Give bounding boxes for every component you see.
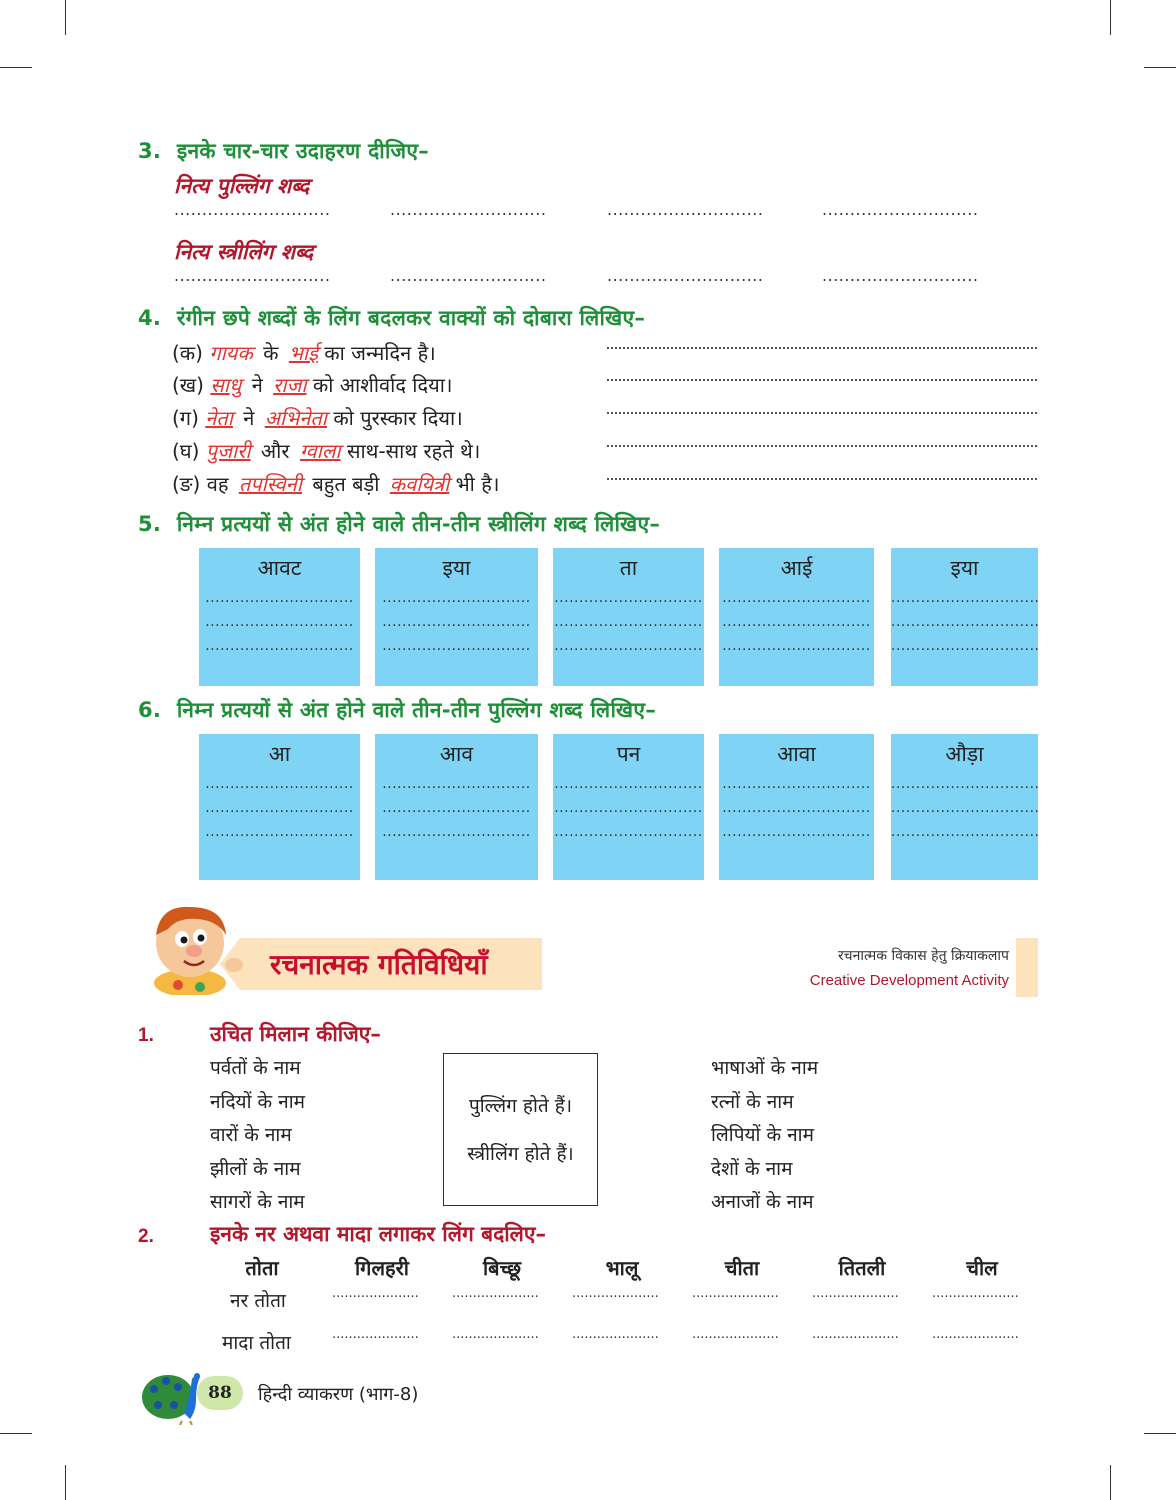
answer-blank[interactable]: ..................... xyxy=(572,1286,659,1301)
colored-word: नेता xyxy=(205,406,233,430)
q4-answer-line-4[interactable] xyxy=(607,445,1037,447)
colored-word: गायक xyxy=(209,341,253,365)
box-blank[interactable]: .............................. xyxy=(382,776,531,792)
box-blank[interactable]: .............................. xyxy=(382,638,531,654)
box-blank[interactable]: .............................. xyxy=(722,824,871,840)
box-blank[interactable]: .............................. xyxy=(554,800,703,816)
box-blank[interactable]: .............................. xyxy=(382,824,531,840)
side-label-english: Creative Development Activity xyxy=(809,972,1009,989)
answer-blank[interactable]: ..................... xyxy=(332,1286,419,1301)
a2-number: 2. xyxy=(138,1226,154,1247)
match-item[interactable]: नदियों के नाम xyxy=(210,1090,305,1113)
q6-box-1 xyxy=(199,734,360,880)
answer-blank[interactable]: ..................... xyxy=(692,1286,779,1301)
item-label: (ङ) xyxy=(172,472,201,496)
boy-nose xyxy=(186,945,202,957)
q6-box-5 xyxy=(891,734,1038,880)
q6-heading xyxy=(138,696,656,724)
box-blank[interactable]: .............................. xyxy=(382,800,531,816)
box-suffix: आवा xyxy=(777,742,816,766)
crop-mark xyxy=(1110,0,1111,35)
q5-box-4 xyxy=(719,548,874,686)
box-suffix: पन xyxy=(616,742,641,766)
crop-mark xyxy=(65,1465,66,1500)
box-blank[interactable]: .............................. xyxy=(722,800,871,816)
answer-blank[interactable]: ..................... xyxy=(812,1286,899,1301)
match-target[interactable]: स्त्रीलिंग होते हैं। xyxy=(467,1143,574,1165)
box-suffix: इया xyxy=(442,556,471,580)
q3-blank-1[interactable]: ............................ xyxy=(174,200,331,219)
q4-item-3 xyxy=(172,404,463,431)
animal-header: तितली xyxy=(838,1256,886,1280)
activity-banner-title: रचनात्मक गतिविधियाँ xyxy=(270,948,488,981)
q5-box-2 xyxy=(375,548,538,686)
q4-title: रंगीन छपे शब्दों के लिंग बदलकर वाक्यों को दोबारा लिखिए– xyxy=(176,306,646,330)
colored-word: तपस्विनी xyxy=(238,472,302,496)
q4-answer-line-1[interactable] xyxy=(607,347,1037,349)
q4-item-2 xyxy=(172,371,452,398)
q3-sub1: नित्य पुल्लिंग शब्द xyxy=(174,174,310,198)
q3-sub2: नित्य स्त्रीलिंग शब्द xyxy=(174,240,314,264)
side-label-tab xyxy=(1016,938,1038,997)
box-blank[interactable]: .............................. xyxy=(205,776,354,792)
a2-row2-blanks xyxy=(212,1327,1042,1347)
q5-box-5 xyxy=(891,548,1038,686)
box-suffix: आई xyxy=(780,556,813,580)
q4-heading xyxy=(138,304,645,332)
box-blank[interactable]: .............................. xyxy=(382,614,531,630)
q5-heading xyxy=(138,510,660,538)
q4-answer-line-2[interactable] xyxy=(607,379,1037,381)
q3-blank-7[interactable]: ............................ xyxy=(607,266,764,285)
box-blank[interactable]: .............................. xyxy=(554,614,703,630)
answer-blank[interactable]: ..................... xyxy=(452,1327,539,1342)
q3-title: इनके चार-चार उदाहरण दीजिए– xyxy=(176,139,430,163)
a1-title: उचित मिलान कीजिए– xyxy=(210,1022,381,1046)
a1-right-column xyxy=(711,1052,818,1220)
item-text: भी है। xyxy=(455,472,500,496)
colored-word: साधु xyxy=(210,373,242,397)
box-blank[interactable]: .............................. xyxy=(554,590,703,606)
item-text: के xyxy=(263,341,279,365)
page-number: 88 xyxy=(208,1383,232,1403)
item-text: ने xyxy=(243,406,255,430)
item-label: (घ) xyxy=(172,439,200,463)
q6-box-4 xyxy=(719,734,874,880)
q4-item-4 xyxy=(172,437,480,464)
box-suffix: आव xyxy=(439,742,474,766)
crop-mark xyxy=(1144,67,1176,68)
q4-item-1 xyxy=(172,339,436,366)
page-number-badge xyxy=(197,1376,243,1410)
box-suffix: आ xyxy=(268,742,291,766)
box-blank[interactable]: .............................. xyxy=(554,638,703,654)
q3-blank-2[interactable]: ............................ xyxy=(390,200,547,219)
a2-title: इनके नर अथवा मादा लगाकर लिंग बदलिए– xyxy=(210,1222,547,1246)
item-text: बहुत बड़ी xyxy=(312,472,380,496)
q5-box-3 xyxy=(553,548,704,686)
match-item[interactable]: रत्नों के नाम xyxy=(711,1090,794,1113)
book-title: हिन्दी व्याकरण (भाग-8) xyxy=(258,1384,419,1405)
box-suffix: ता xyxy=(619,556,638,580)
crop-mark xyxy=(65,0,66,35)
q3-number: 3. xyxy=(138,139,162,163)
crop-mark xyxy=(1110,1465,1111,1500)
cartoon-boy-illustration xyxy=(138,895,248,995)
animal-header: चीता xyxy=(724,1256,760,1280)
item-label: (ख) xyxy=(172,373,204,397)
crop-mark xyxy=(0,1433,32,1434)
item-text: को आशीर्वाद दिया। xyxy=(312,373,453,397)
a2-row1-label: नर तोता xyxy=(230,1290,286,1312)
q3-heading xyxy=(138,137,429,165)
match-item[interactable]: पर्वतों के नाम xyxy=(210,1057,301,1079)
q5-title: निम्न प्रत्ययों से अंत होने वाले तीन-तीन स्त्रीलिंग शब्द लिखिए– xyxy=(176,512,661,536)
item-text: को पुरस्कार दिया। xyxy=(333,406,463,430)
answer-blank[interactable]: ..................... xyxy=(812,1327,899,1342)
q4-answer-line-3[interactable] xyxy=(607,412,1037,414)
a2-row2-label: मादा तोता xyxy=(222,1332,291,1354)
match-item[interactable]: लिपियों के नाम xyxy=(711,1124,814,1146)
box-blank[interactable]: .............................. xyxy=(382,590,531,606)
item-text: ने xyxy=(251,373,263,397)
activity-banner xyxy=(240,938,542,990)
box-blank[interactable]: .............................. xyxy=(891,824,1040,840)
q5-box-1 xyxy=(199,548,360,686)
colored-word: कवयित्री xyxy=(389,472,450,496)
a1-number: 1. xyxy=(138,1025,154,1046)
box-blank[interactable]: .............................. xyxy=(554,824,703,840)
q5-number: 5. xyxy=(138,512,162,536)
match-item[interactable]: अनाजों के नाम xyxy=(711,1191,814,1213)
box-blank[interactable]: .............................. xyxy=(891,638,1040,654)
box-suffix: आवट xyxy=(257,556,302,580)
a2-row1-blanks xyxy=(212,1286,1042,1306)
answer-blank[interactable]: ..................... xyxy=(692,1327,779,1342)
answer-blank[interactable]: ..................... xyxy=(452,1286,539,1301)
box-blank[interactable]: .............................. xyxy=(891,776,1040,792)
box-blank[interactable]: .............................. xyxy=(205,590,354,606)
box-blank[interactable]: .............................. xyxy=(554,776,703,792)
q3-blank-5[interactable]: ............................ xyxy=(174,266,331,285)
box-suffix: औड़ा xyxy=(945,742,984,766)
box-blank[interactable]: .............................. xyxy=(891,614,1040,630)
match-item[interactable]: सागरों के नाम xyxy=(210,1191,305,1213)
q3-blank-3[interactable]: ............................ xyxy=(607,200,764,219)
colored-word: भाई xyxy=(288,341,318,365)
colored-word: अभिनेता xyxy=(264,406,327,430)
box-suffix: इया xyxy=(950,556,979,580)
q3-blank-6[interactable]: ............................ xyxy=(390,266,547,285)
animal-header: भालू xyxy=(605,1256,639,1280)
answer-blank[interactable]: ..................... xyxy=(932,1286,1019,1301)
box-blank[interactable]: .............................. xyxy=(722,776,871,792)
q3-blank-4[interactable]: ............................ xyxy=(822,200,979,219)
q3-blank-8[interactable]: ............................ xyxy=(822,266,979,285)
q6-number: 6. xyxy=(138,698,162,722)
answer-blank[interactable]: ..................... xyxy=(572,1327,659,1342)
item-text: साथ-साथ रहते थे। xyxy=(346,439,481,463)
a1-middle-box xyxy=(443,1053,598,1206)
box-blank[interactable]: .............................. xyxy=(722,614,871,630)
match-item[interactable]: झीलों के नाम xyxy=(210,1157,301,1180)
animal-header: तोता xyxy=(245,1256,279,1280)
item-text: का जन्मदिन है। xyxy=(324,341,436,365)
box-blank[interactable]: .............................. xyxy=(205,800,354,816)
q6-title: निम्न प्रत्ययों से अंत होने वाले तीन-तीन पुल्लिंग शब्द लिखिए– xyxy=(176,698,657,722)
q4-number: 4. xyxy=(138,306,162,330)
box-blank[interactable]: .............................. xyxy=(722,638,871,654)
colored-word: पुजारी xyxy=(205,439,251,463)
crop-mark xyxy=(0,67,32,68)
item-label: (क) xyxy=(172,341,203,365)
crop-mark xyxy=(1144,1433,1176,1434)
match-target[interactable]: पुल्लिंग होते हैं। xyxy=(468,1095,573,1117)
box-blank[interactable]: .............................. xyxy=(205,638,354,654)
colored-word: राजा xyxy=(273,373,307,397)
item-text: वह xyxy=(206,472,229,496)
match-item[interactable]: भाषाओं के नाम xyxy=(711,1057,819,1079)
q4-answer-line-5[interactable] xyxy=(607,478,1037,480)
box-blank[interactable]: .............................. xyxy=(891,800,1040,816)
a1-left-column xyxy=(210,1052,305,1220)
a2-header-row xyxy=(212,1254,1042,1284)
box-blank[interactable]: .............................. xyxy=(205,824,354,840)
match-item[interactable]: देशों के नाम xyxy=(711,1157,793,1180)
match-item[interactable]: वारों के नाम xyxy=(210,1124,292,1146)
box-blank[interactable]: .............................. xyxy=(891,590,1040,606)
item-label: (ग) xyxy=(172,406,199,430)
side-label-hindi: रचनात्मक विकास हेतु क्रियाकलाप xyxy=(837,948,1009,964)
boy-hand xyxy=(225,958,243,972)
colored-word: ग्वाला xyxy=(299,439,341,463)
answer-blank[interactable]: ..................... xyxy=(932,1327,1019,1342)
box-blank[interactable]: .............................. xyxy=(205,614,354,630)
animal-header: चील xyxy=(966,1256,998,1280)
item-text: और xyxy=(260,439,290,463)
animal-header: बिच्छू xyxy=(483,1256,521,1280)
q6-box-2 xyxy=(375,734,538,880)
box-blank[interactable]: .............................. xyxy=(722,590,871,606)
q4-item-5 xyxy=(172,470,499,497)
animal-header: गिलहरी xyxy=(355,1256,409,1280)
answer-blank[interactable]: ..................... xyxy=(332,1327,419,1342)
q6-box-3 xyxy=(553,734,704,880)
